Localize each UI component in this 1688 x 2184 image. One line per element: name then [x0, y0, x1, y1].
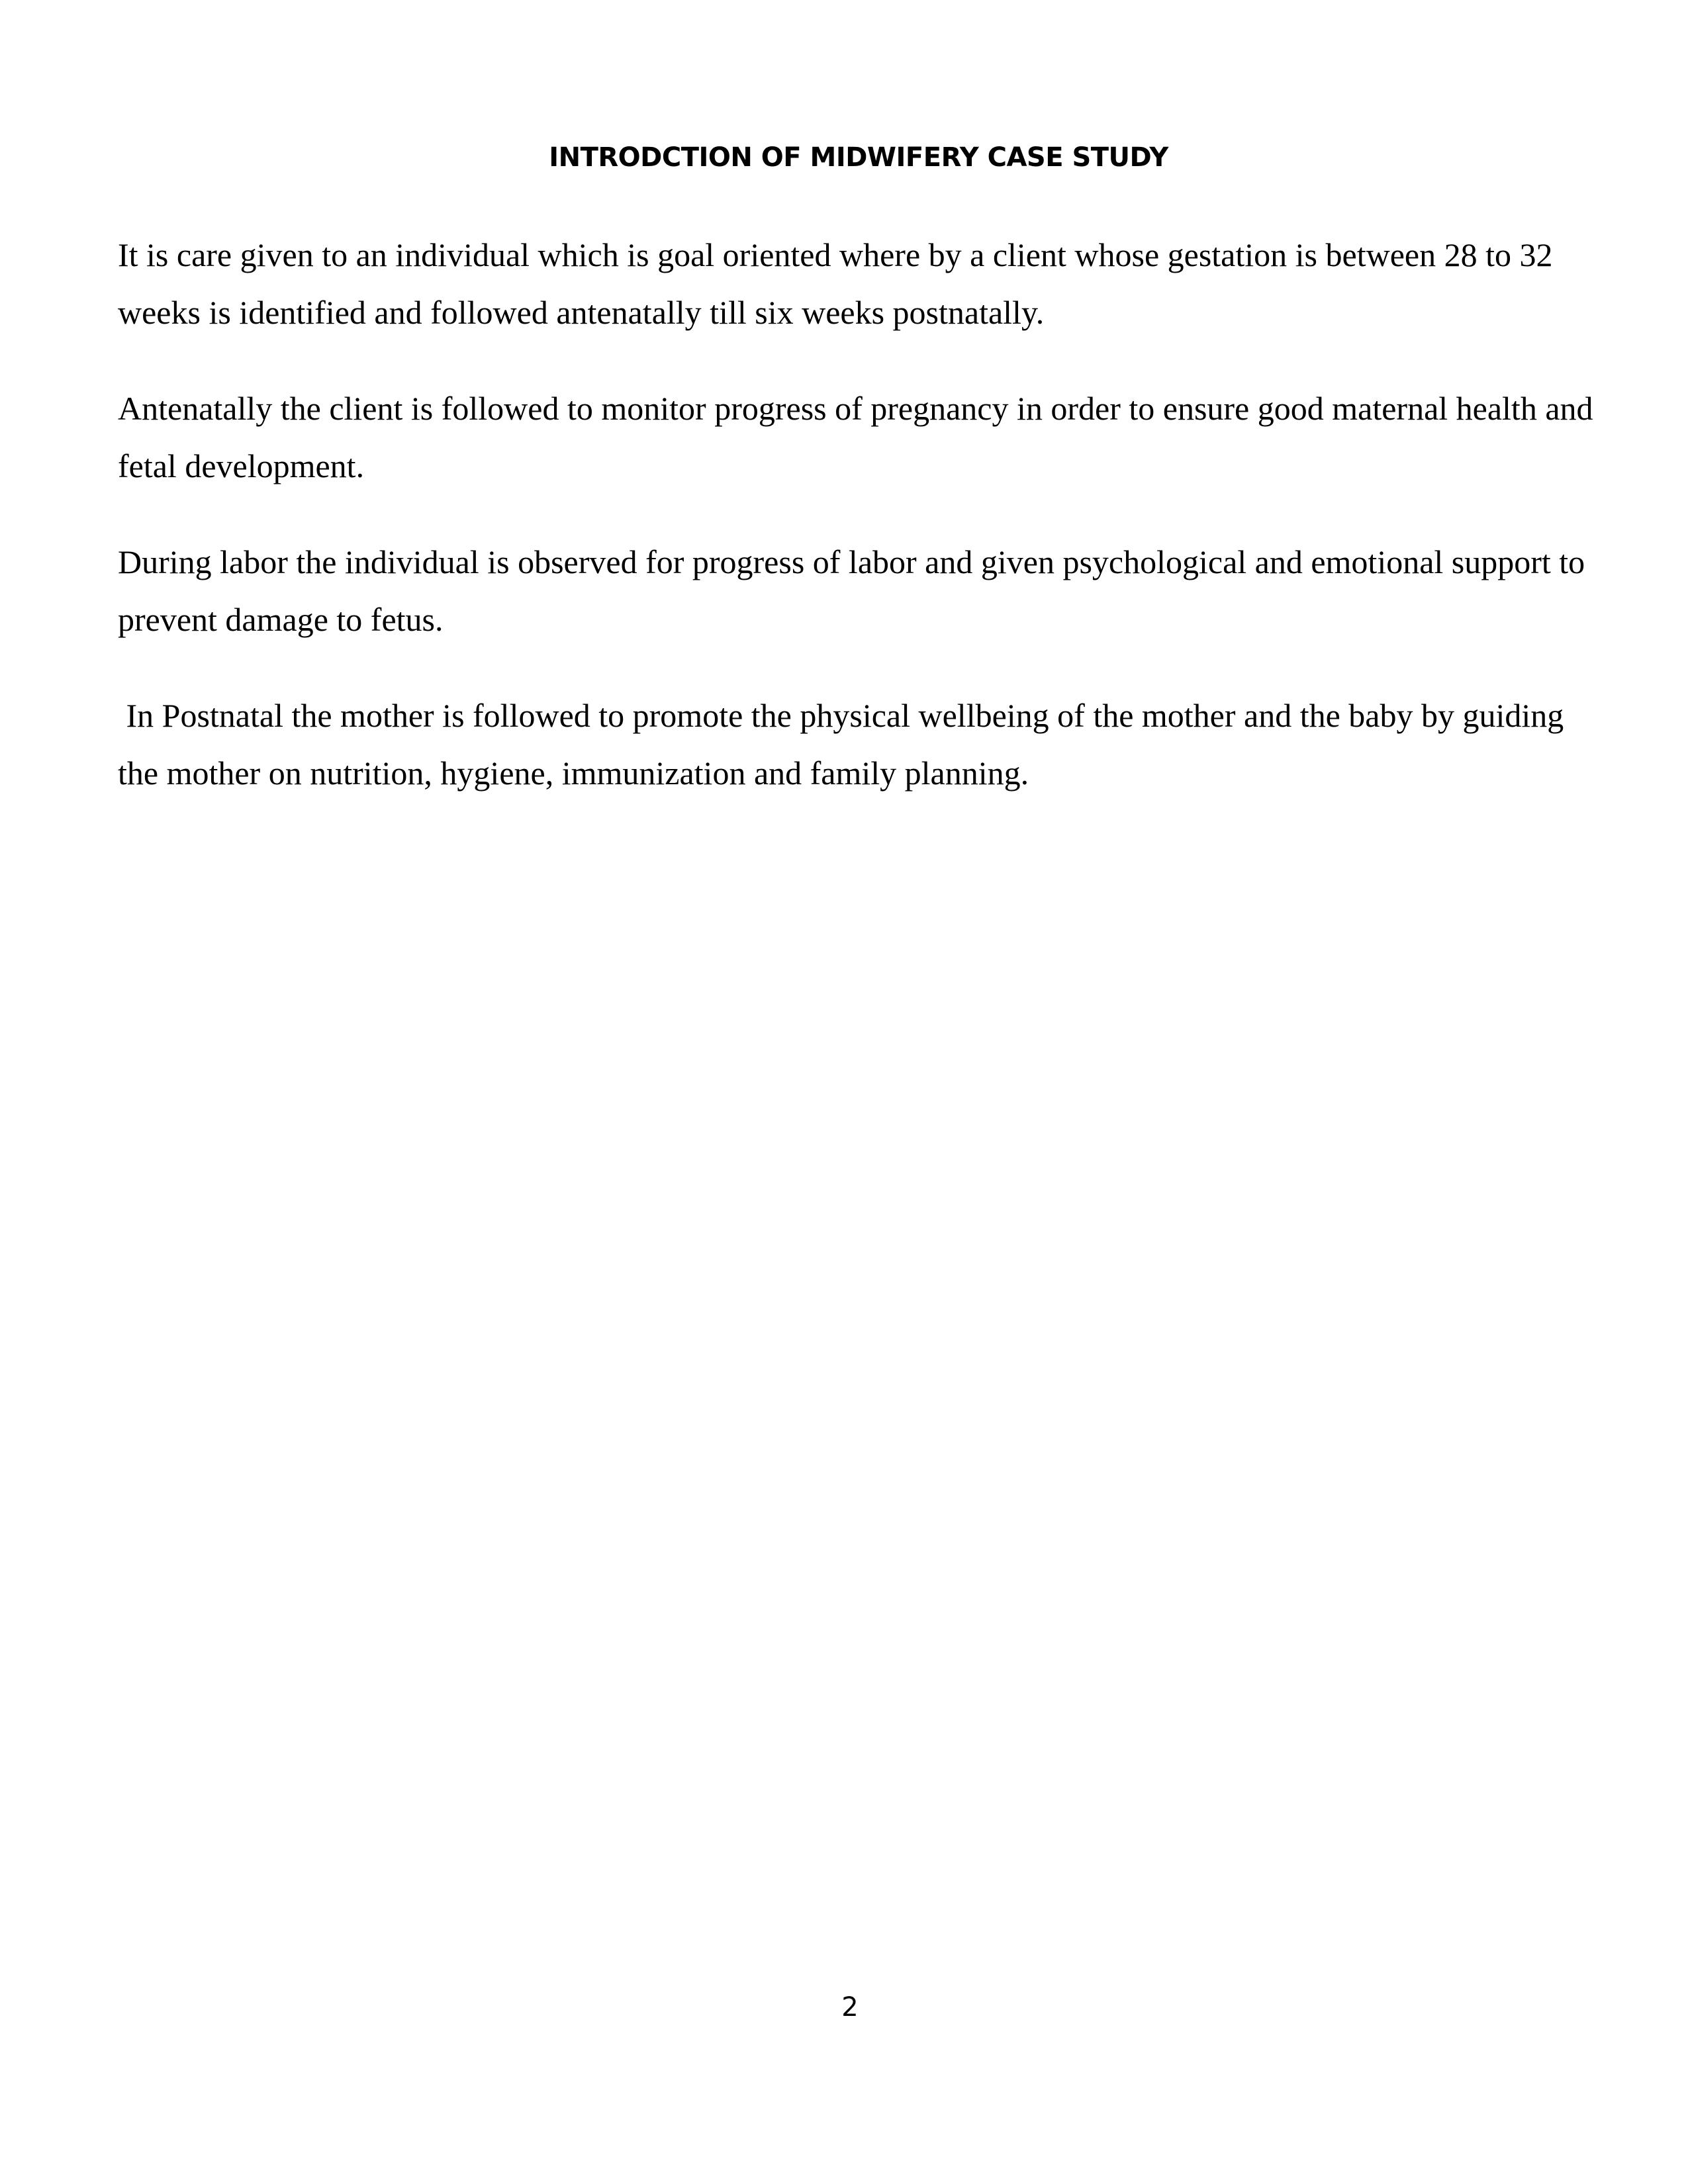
paragraph-line: During labor the individual is observed for progress of labor and given psychological and emotional support to — [118, 543, 1585, 580]
paragraph-line: In Postnatal the mother is followed to promote the physical wellbeing of the mother and the baby by guiding — [118, 697, 1564, 734]
page-number: 2 — [841, 1992, 859, 2023]
paragraph-antenatal — [118, 380, 1607, 495]
paragraph-line: weeks is identified and followed antenatally till six weeks postnatally. — [118, 294, 1045, 331]
paragraph-line: fetal development. — [118, 447, 365, 484]
paragraph-line: Antenatally the client is followed to monitor progress of pregnancy in order to ensure good maternal health and — [118, 390, 1593, 427]
paragraph-line: prevent damage to fetus. — [118, 601, 444, 638]
paragraph-labor — [118, 533, 1607, 649]
paragraph-line: It is care given to an individual which is goal oriented where by a client whose gestation is between 28 to 32 — [118, 236, 1553, 273]
paragraph-postnatal — [118, 687, 1607, 802]
paragraph-introduction — [118, 226, 1607, 341]
page-title: INTRODCTION OF MIDWIFERY CASE STUDY — [549, 142, 1168, 173]
paragraph-line: the mother on nutrition, hygiene, immunization and family planning. — [118, 754, 1029, 792]
